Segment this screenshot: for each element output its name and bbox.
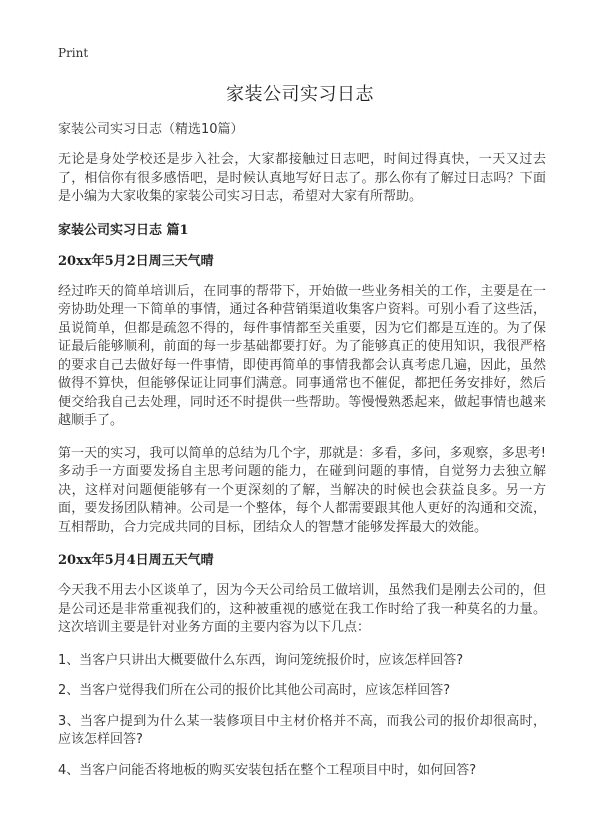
entry-paragraph: 经过昨天的简单培训后，在同事的帮带下，开始做一些业务相关的工作，主要是在一旁协助处理一下简单的事情，通过各种营销渠道收集客户资料。可别小看了这些活，虽说简单，但都是疏忽不得的，每件事情都至关重要，因为它们都是互连的。为了保证最后能够顺利，前面的每一步基础都要打好。为了能够真正的使用知识，我很严格的要求自己去做好每一件事情，即使再简单的事情我都会认真考虑几遍，因此，虽然做得不算快，但能够保证让同事们满意。同事通常也不催促，都把任务安排好，然后便交给我自己去处理，同时还不时提供一些帮助。等慢慢熟悉起来，做起事情也越来越顺手了。 — [58, 283, 546, 428]
entry-date-heading: 20xx年5月4日周五天气晴 — [58, 553, 214, 568]
print-link[interactable]: Print — [58, 46, 89, 60]
question-item: 4、当客户问能否将地板的购买安装包括在整个工程项目中时，如何回答? — [58, 762, 477, 778]
question-item: 1、当客户只讲出大概要做什么东西，询问笼统报价时，应该怎样回答? — [58, 652, 464, 668]
entry-date-heading: 20xx年5月2日周三天气晴 — [58, 253, 214, 269]
page-title: 家装公司实习日志 — [226, 84, 374, 105]
entry-paragraph: 第一天的实习，我可以简单的总结为几个字，那就是：多看，多问，多观察，多思考!多动手一方面要发扬自主思考问题的能力，在碰到问题的事情，自觉努力去独立解决，这样对问题便能够有一个更深刻的了解，当解决的时候也会获益良多。另一方面，要发扬团队精神。公司是一个整体，每个人都需要跟其他人更好的沟通和交流，互相帮助，合力完成共同的目标，团结众人的智慧才能够发挥最大的效能。 — [58, 445, 546, 535]
question-item: 3、当客户提到为什么某一装修项目中主材价格并不高，而我公司的报价却很高时，应该怎样回答? — [58, 713, 546, 747]
intro-paragraph: 无论是身处学校还是步入社会，大家都接触过日志吧，时间过得真快，一天又过去了，相信你有很多感悟吧，是时候认真地写好日志了。那么你有了解过日志吗？下面是小编为大家收集的家装公司实习日志，希望对大家有所帮助。 — [58, 152, 546, 204]
question-item: 2、当客户觉得我们所在公司的报价比其他公司高时，应该怎样回答? — [58, 683, 451, 698]
entry-paragraph: 今天我不用去小区谈单了，因为今天公司给员工做培训，虽然我们是刚去公司的，但是公司还是非常重视我们的，这种被重视的感觉在我工作时给了我一种莫名的力量。这次培训主要是针对业务方面的主要内容为以下几点： — [58, 583, 546, 635]
section-heading: 家装公司实习日志 篇1 — [58, 222, 189, 238]
document-subtitle: 家装公司实习日志（精选10篇） — [58, 122, 244, 137]
document-body — [58, 120, 546, 792]
